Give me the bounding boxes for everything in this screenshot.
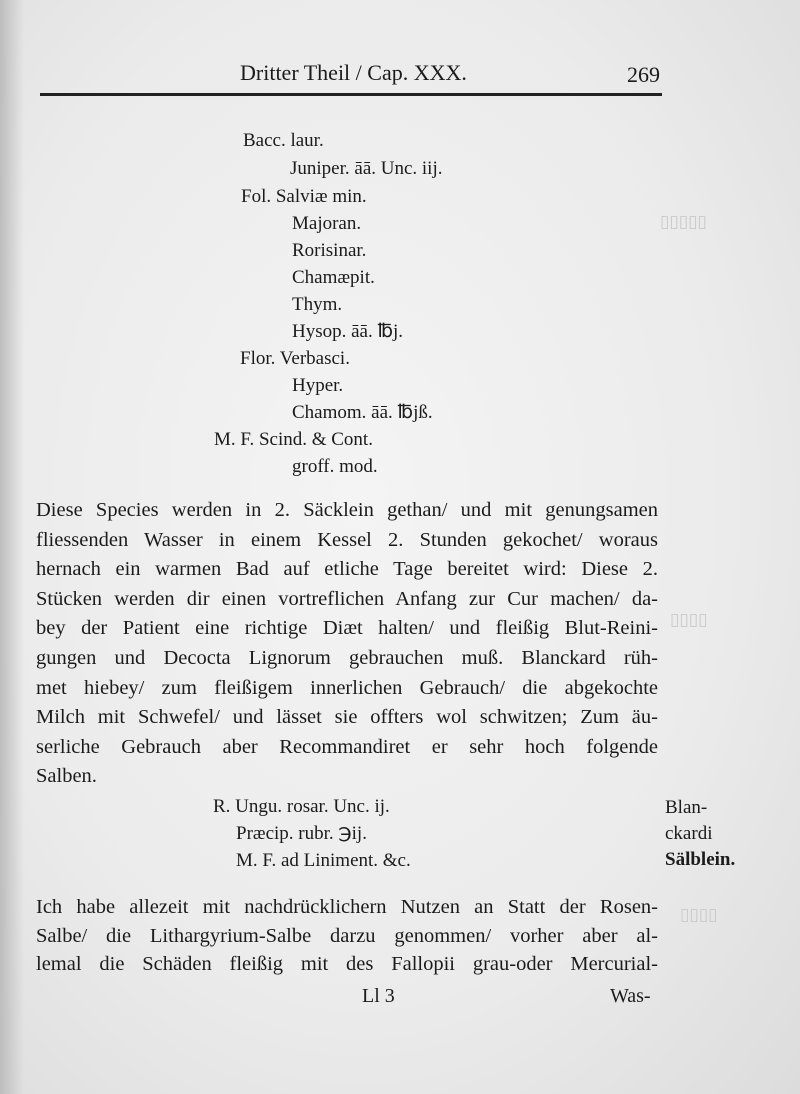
paragraph: [36, 893, 658, 979]
text-line: Stücken werden dir einen vortreflichen Anfang zur Cur machen/ da-: [36, 587, 658, 610]
margin-note: [665, 795, 760, 873]
text-line: Milch mit Schwefel/ und lässet sie offters wol schwitzen; Zum äu-: [36, 706, 658, 729]
recipe-line: Bacc. laur.: [243, 130, 324, 151]
recipe-line: Majoran.: [292, 213, 362, 234]
signature-mark: Ll 3: [362, 985, 395, 1007]
text-line: hernach ein warmen Bad auf etliche Tage bereitet wird: Diese 2.: [36, 558, 658, 581]
recipe-line: Rorisinar.: [292, 240, 367, 261]
text-line: serliche Gebrauch aber Recommandiret er sehr hoch folgende: [36, 735, 658, 758]
text-line: lemal die Schäden fleißig mit des Fallopii grau-oder Mercurial-: [36, 953, 658, 975]
text-line: Salben.: [36, 765, 97, 788]
recipe-line: Juniper. āā. Unc. iij.: [290, 158, 443, 179]
recipe-line: M. F. ad Liniment. &c.: [236, 850, 411, 871]
text-line: Diese Species werden in 2. Säcklein gethan/ und mit genungsamen: [36, 499, 658, 521]
recipe-line: Præcip. rubr. ℈ij.: [236, 823, 367, 844]
bleed-through-mark: ▯▯▯▯▯: [660, 212, 707, 231]
text-line: gungen und Decocta Lignorum gebrauchen muß. Blanckard rüh-: [36, 646, 658, 669]
recipe-line: M. F. Scind. & Cont.: [214, 429, 373, 450]
bleed-through-mark: ▯▯▯▯: [680, 905, 718, 924]
text-line: Salbe/ die Lithargyrium-Salbe darzu genommen/ vorher aber al-: [36, 924, 658, 947]
text-line: met hiebey/ zum fleißigem innerlichen Gebrauch/ die abgekochte: [36, 676, 658, 699]
margin-note-line: Sälblein.: [665, 849, 736, 870]
page-header: [40, 58, 660, 94]
recipe-line: Flor. Verbasci.: [240, 348, 350, 369]
margin-note-line: Blan-: [665, 797, 708, 818]
running-head: Dritter Theil / Cap. XXX.: [240, 60, 467, 85]
recipe-line: Hysop. āā. ℔j.: [292, 321, 404, 342]
recipe-line: R. Ungu. rosar. Unc. ij.: [213, 796, 390, 817]
margin-note-line: ckardi: [665, 823, 713, 844]
recipe-line: Fol. Salviæ min.: [241, 186, 367, 207]
catchword: Was-: [610, 985, 651, 1007]
text-line: Ich habe allezeit mit nachdrücklichern Nutzen an Statt der Rosen-: [36, 896, 658, 918]
text-line: fliessenden Wasser in einem Kessel 2. Stunden gekochet/ woraus: [36, 528, 658, 551]
page-number: 269: [627, 62, 660, 87]
header-rule: [40, 93, 662, 96]
recipe-line: Chamæpit.: [292, 267, 375, 288]
recipe-line: groff. mod.: [292, 456, 378, 477]
page-edge-shadow: [0, 0, 24, 1094]
text-line: bey der Patient eine richtige Diæt halten/ und fleißig Blut-Reini-: [36, 617, 658, 640]
bleed-through-mark: ▯▯▯▯: [670, 610, 708, 629]
recipe-line: Hyper.: [292, 375, 344, 396]
recipe-line: Chamom. āā. ℔jß.: [292, 402, 433, 423]
recipe-line: Thym.: [292, 294, 343, 315]
paragraph: [36, 496, 658, 792]
